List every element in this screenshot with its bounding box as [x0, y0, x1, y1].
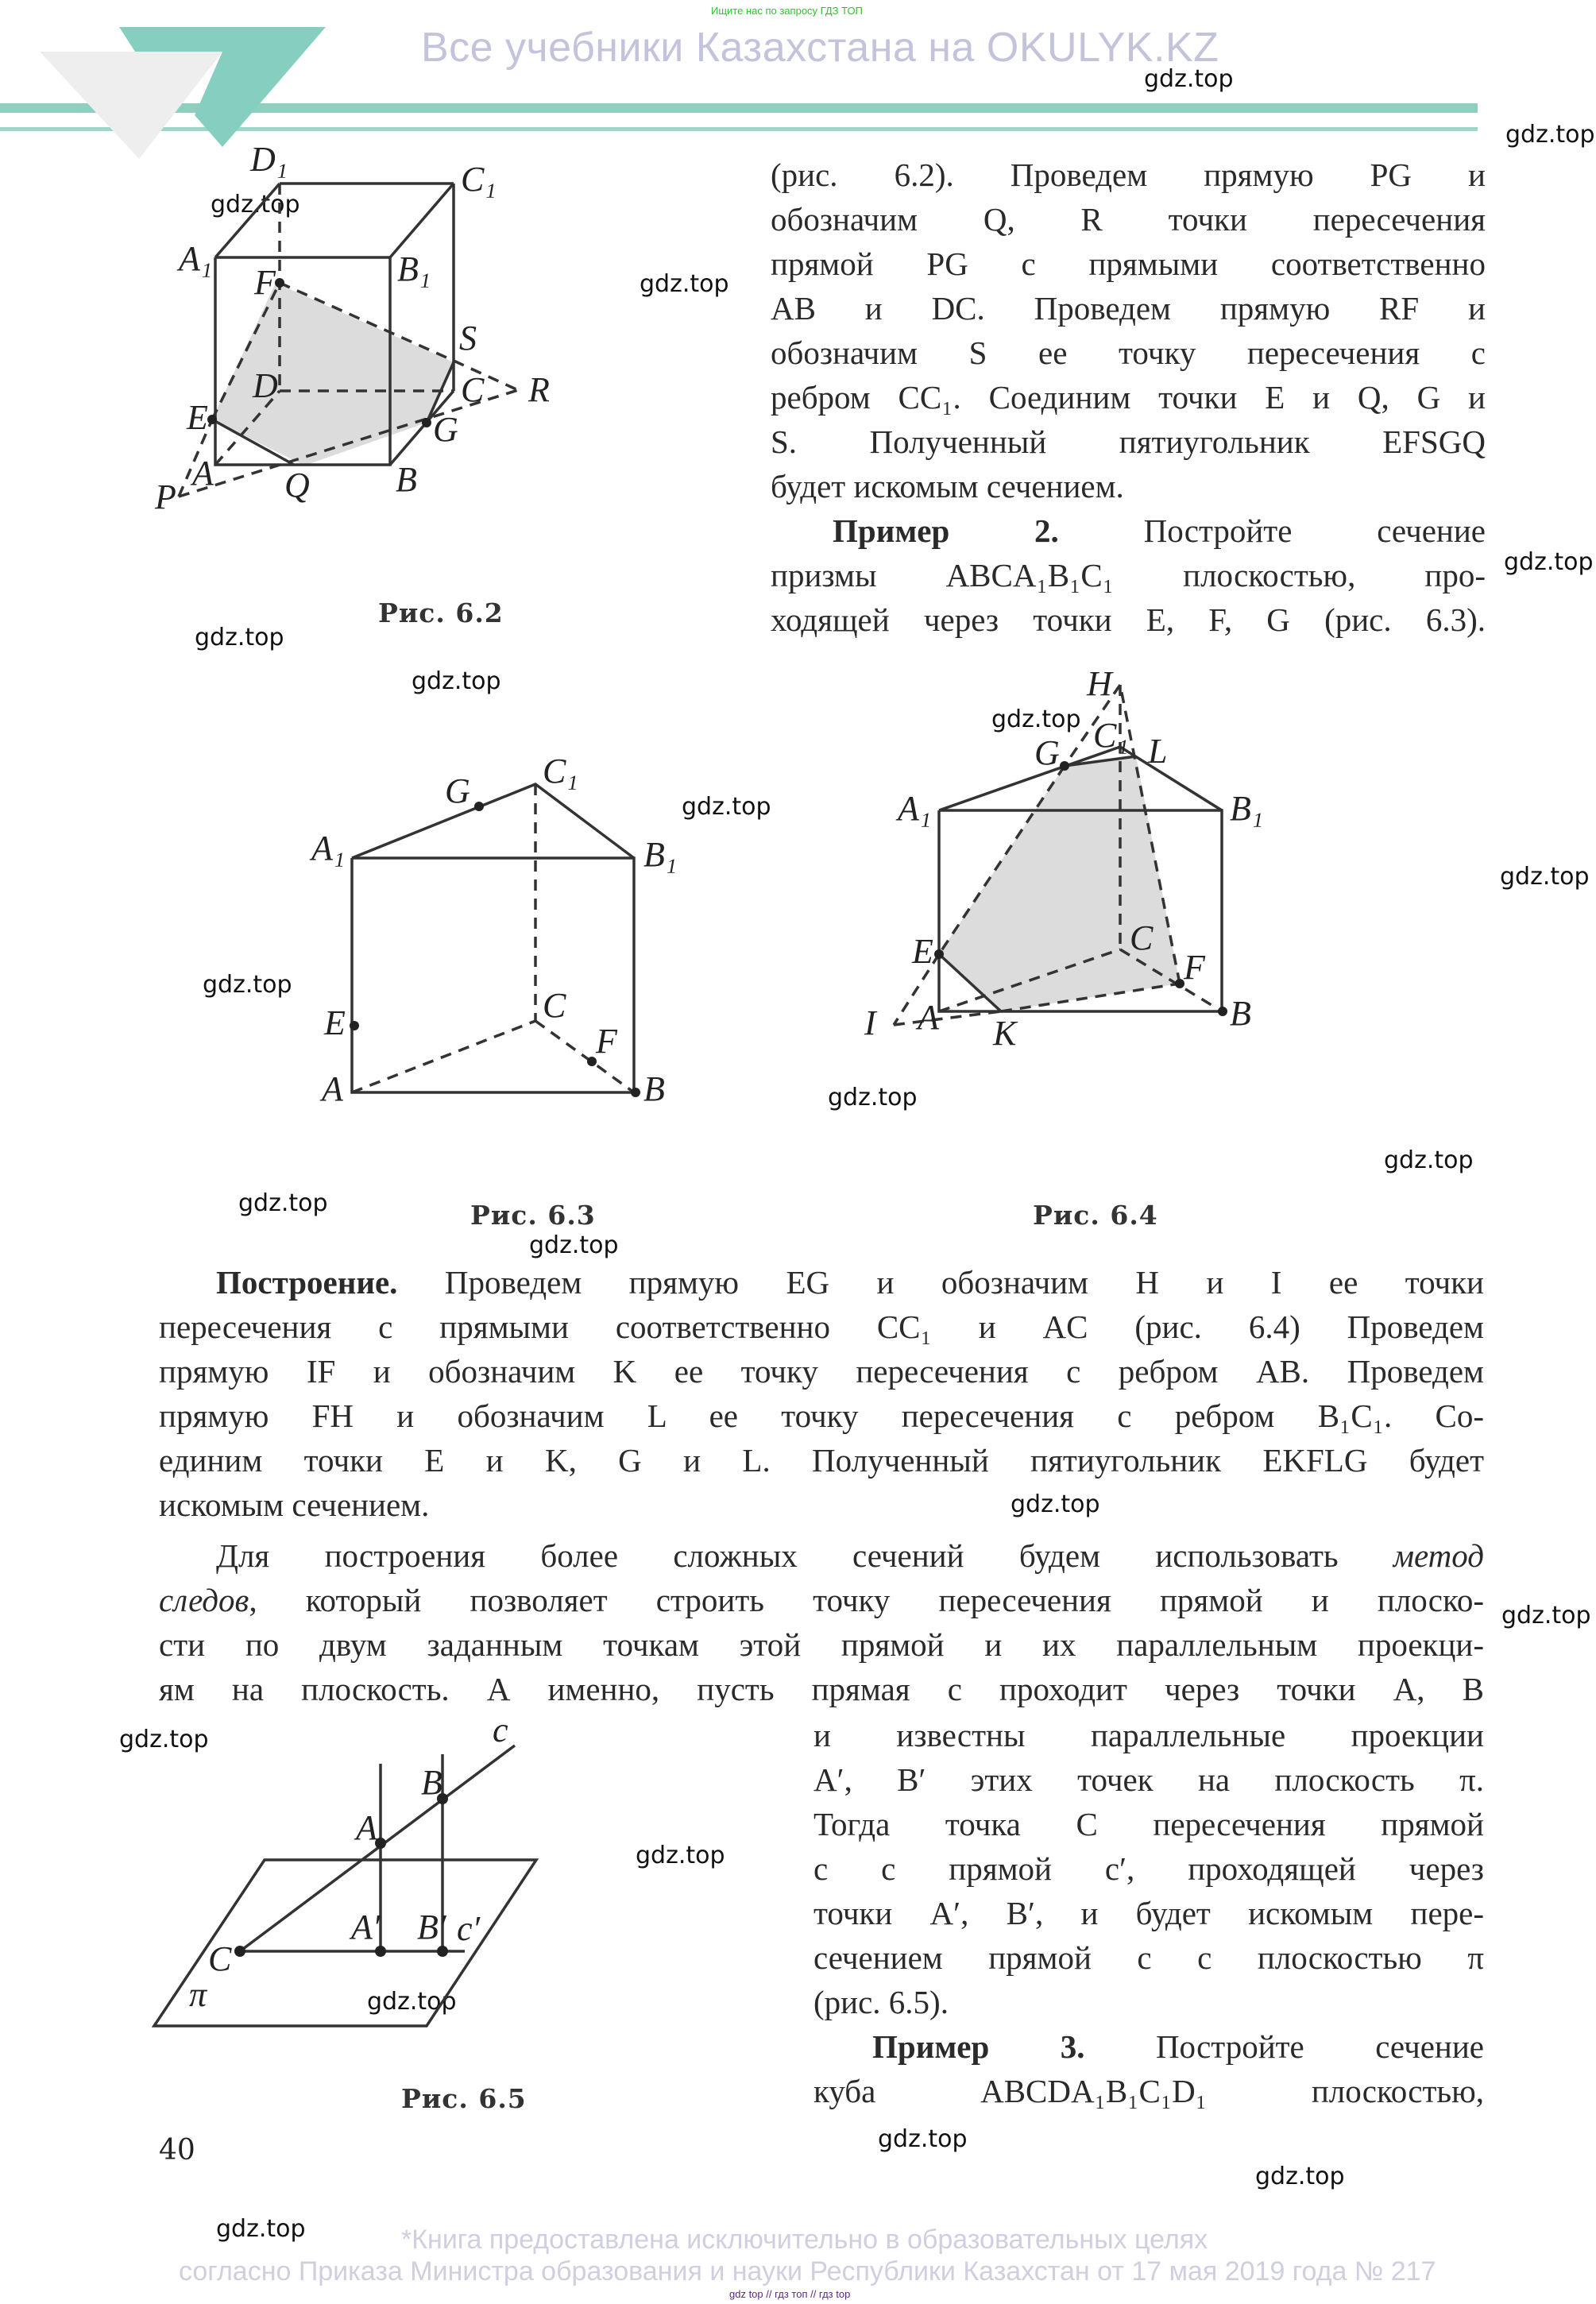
figure-6-3 — [294, 747, 771, 1192]
label-D: D — [253, 366, 278, 405]
watermark: gdz.top — [1501, 1602, 1591, 1629]
label-B1: B₁ — [1230, 789, 1264, 828]
label-C: C — [461, 370, 485, 409]
point-E — [207, 415, 217, 424]
watermark: gdz.top — [878, 2125, 968, 2153]
label-G: G — [1034, 733, 1060, 772]
footer-disclaimer-line-1: *Книга предоставлена исключительно в образовательных целях — [401, 2225, 1208, 2255]
label-F: F — [1184, 948, 1205, 987]
cube-edge — [390, 184, 454, 257]
text-line: (рис. 6.2). Проведем прямую PG и — [771, 157, 1486, 193]
watermark: gdz.top — [119, 1726, 209, 1753]
text-line: ребром CC₁. Соединим точки E и Q, G и — [771, 379, 1486, 416]
term-traces: следов — [159, 1582, 249, 1618]
text-line: и известны параллельные проекции — [813, 1717, 1484, 1753]
watermark: gdz.top — [682, 793, 771, 821]
watermark: gdz.top — [195, 624, 284, 651]
watermark: gdz.top — [828, 1084, 918, 1111]
text-line: прямую IF и обозначим K ее точку пересечения с ребром AB. Проведем — [159, 1353, 1484, 1390]
text-line: A′, B′ этих точек на плоскость π. — [813, 1761, 1484, 1798]
prism-edge — [352, 784, 634, 858]
label-B1: B₁ — [397, 249, 431, 288]
text-line: пересечения с прямыми соответственно CC₁ и AC (рис. 6.4) Проведем — [159, 1309, 1484, 1345]
text-line: обозначим S ее точку пересечения с — [771, 334, 1486, 371]
site-title[interactable]: Все учебники Казахстана на OKULYK.KZ — [421, 25, 1219, 71]
label-pi: π — [189, 1975, 207, 2014]
point-E — [350, 1021, 359, 1030]
traces-second-line — [159, 1578, 1484, 1622]
text-line: , который позволяет строить точку пересечения прямой и плоско- — [249, 1582, 1484, 1618]
point-G — [1060, 761, 1069, 771]
watermark: gdz.top — [216, 2215, 306, 2243]
label-H: H — [1087, 667, 1112, 703]
watermark: gdz.top — [367, 1988, 457, 2016]
construction-paragraph — [159, 1260, 1484, 1527]
label-B: B — [396, 460, 417, 499]
label-A1: A₁ — [898, 789, 932, 828]
section-polygon-EKFLG — [939, 756, 1180, 1011]
watermark: gdz.top — [640, 270, 729, 298]
term-method: метод — [1393, 1537, 1484, 1574]
watermark: gdz.top — [211, 191, 300, 218]
label-S: S — [459, 319, 477, 358]
search-hint: Ищите нас по запросу ГДЗ ТОП — [711, 5, 863, 17]
text-line: Тогда точка C пересечения прямой — [813, 1806, 1484, 1842]
footer-disclaimer-line-2: согласно Приказа Министра образования и науки Республики Казахстан от 17 мая 2019 года № 217 — [179, 2256, 1436, 2287]
watermark: gdz.top — [1144, 65, 1234, 93]
example-2-heading-line — [771, 508, 1486, 553]
point-B — [631, 1088, 640, 1097]
figure-6-3-caption: Рис. 6.3 — [470, 1200, 596, 1231]
text-line: точки A′, B′, и будет искомым пере- — [813, 1895, 1484, 1931]
text-line: c с прямой c′, проходящей через — [813, 1850, 1484, 1887]
watermark: gdz.top — [203, 971, 292, 999]
point-E — [934, 949, 944, 959]
label-L: L — [1148, 732, 1168, 771]
point-F — [275, 278, 284, 288]
label-C1: C₁ — [461, 160, 497, 199]
text-line: прямую FH и обозначим L ее точку пересечения с ребром B₁C₁. Со- — [159, 1397, 1484, 1434]
watermark: gdz.top — [1505, 121, 1595, 149]
text-line: ям на плоскость. А именно, пусть прямая c проходит через точки A, B — [159, 1671, 1484, 1707]
text-line: AB и DC. Проведем прямую RF и — [771, 290, 1486, 327]
text-line: будет искомым сечением. — [771, 468, 1124, 504]
figure-6-4-caption: Рис. 6.4 — [1033, 1200, 1158, 1231]
label-B: B — [643, 1069, 665, 1108]
example-3-heading-line — [813, 2024, 1484, 2069]
figure-6-5-caption: Рис. 6.5 — [401, 2083, 527, 2114]
point-A-prime — [375, 1946, 386, 1957]
label-F: F — [596, 1022, 617, 1061]
example-3-label: Пример 3. — [872, 2028, 1085, 2065]
watermark: gdz.top — [991, 706, 1081, 733]
label-B: B — [1230, 994, 1251, 1033]
traces-first-line — [159, 1533, 1484, 1578]
label-A: A — [356, 1808, 377, 1847]
text-line: обозначим Q, R точки пересечения — [771, 201, 1486, 238]
watermark: gdz.top — [1384, 1146, 1474, 1174]
figure-6-4 — [858, 667, 1335, 1192]
point-B-prime — [437, 1946, 448, 1957]
label-C: C — [208, 1939, 232, 1978]
label-D1: D₁ — [250, 140, 288, 179]
label-R: R — [528, 370, 550, 409]
text-line: призмы ABCA₁B₁C₁ плоскостью, про- — [771, 557, 1486, 593]
text-line: Для построения более сложных сечений будем использовать — [216, 1537, 1339, 1574]
hidden-edge-AC — [352, 1021, 535, 1092]
label-c: c — [493, 1711, 508, 1749]
construction-first-line — [159, 1260, 1484, 1305]
point-C — [234, 1946, 245, 1957]
point-G — [474, 802, 484, 811]
text-line: сти по двум заданным точкам этой прямой и их параллельным проекци- — [159, 1626, 1484, 1663]
label-A1: A₁ — [311, 829, 346, 868]
watermark: gdz.top — [636, 1842, 725, 1869]
line-IK — [894, 1011, 1001, 1025]
label-B-prime: B′ — [417, 1908, 446, 1946]
figure-6-2-caption: Рис. 6.2 — [378, 597, 504, 628]
text-line: искомым сечением. — [159, 1486, 430, 1523]
label-P: P — [155, 477, 176, 516]
text-line: куба ABCDA₁B₁C₁D₁ плоскостью, — [813, 2073, 1484, 2109]
label-c-prime: c′ — [457, 1909, 481, 1948]
point-B — [1218, 1007, 1227, 1016]
watermark: gdz.top — [1011, 1490, 1100, 1518]
watermark: gdz.top — [529, 1231, 619, 1259]
figure-6-5 — [143, 1708, 794, 2121]
text-line: (рис. 6.5). — [813, 1984, 949, 2020]
label-E: E — [912, 932, 933, 971]
label-B1: B₁ — [643, 835, 678, 874]
example-2-label: Пример 2. — [833, 512, 1059, 549]
text-line: единим точки E и K, G и L. Полученный пятиугольник EKFLG будет — [159, 1442, 1484, 1479]
watermark: gdz.top — [1504, 548, 1594, 576]
label-C: C — [1130, 918, 1154, 957]
watermark: gdz.top — [238, 1189, 328, 1217]
construction-heading: Построение. — [216, 1264, 398, 1301]
label-C1: C₁ — [543, 752, 578, 791]
label-Q: Q — [284, 466, 310, 504]
watermark: gdz.top — [1255, 2163, 1345, 2190]
label-E: E — [187, 398, 208, 437]
point-G — [422, 418, 431, 427]
label-A: A — [918, 998, 939, 1037]
text-line: Постройте сечение — [1143, 512, 1486, 549]
label-B: B — [421, 1763, 442, 1802]
text-line: сечением прямой c с плоскостью π — [813, 1939, 1484, 1976]
label-C1: C₁ — [1093, 716, 1129, 755]
text-line: ходящей через точки E, F, G (рис. 6.3). — [771, 601, 1486, 638]
projection-paragraph — [813, 1713, 1484, 2113]
label-A: A — [192, 454, 214, 493]
label-G: G — [433, 410, 458, 449]
label-A-prime: A′ — [351, 1908, 381, 1946]
label-F: F — [254, 263, 276, 302]
figure-6-2 — [143, 135, 747, 651]
label-K: K — [993, 1014, 1017, 1053]
label-G: G — [445, 771, 470, 810]
traces-paragraph — [159, 1533, 1484, 1711]
label-E: E — [324, 1003, 346, 1042]
label-A1: A₁ — [179, 239, 213, 278]
text-line: Постройте сечение — [1155, 2028, 1485, 2065]
watermark: gdz.top — [412, 667, 501, 695]
watermark: gdz.top — [1500, 863, 1590, 891]
text-line: Проведем прямую EG и обозначим H и I ее точки — [444, 1264, 1485, 1301]
label-C: C — [543, 986, 566, 1025]
hidden-edge-CB — [535, 1021, 634, 1092]
text-line: S. Полученный пятиугольник EFSGQ — [771, 423, 1486, 460]
label-I: I — [864, 1003, 876, 1042]
cube-edge — [215, 184, 280, 257]
paragraph-fig62-text — [771, 153, 1486, 642]
page-number: 40 — [159, 2134, 195, 2167]
footer-links[interactable]: gdz top // гдз топ // гдз top — [729, 2288, 851, 2300]
label-A: A — [322, 1069, 343, 1108]
text-line: прямой PG с прямыми соответственно — [771, 245, 1486, 282]
